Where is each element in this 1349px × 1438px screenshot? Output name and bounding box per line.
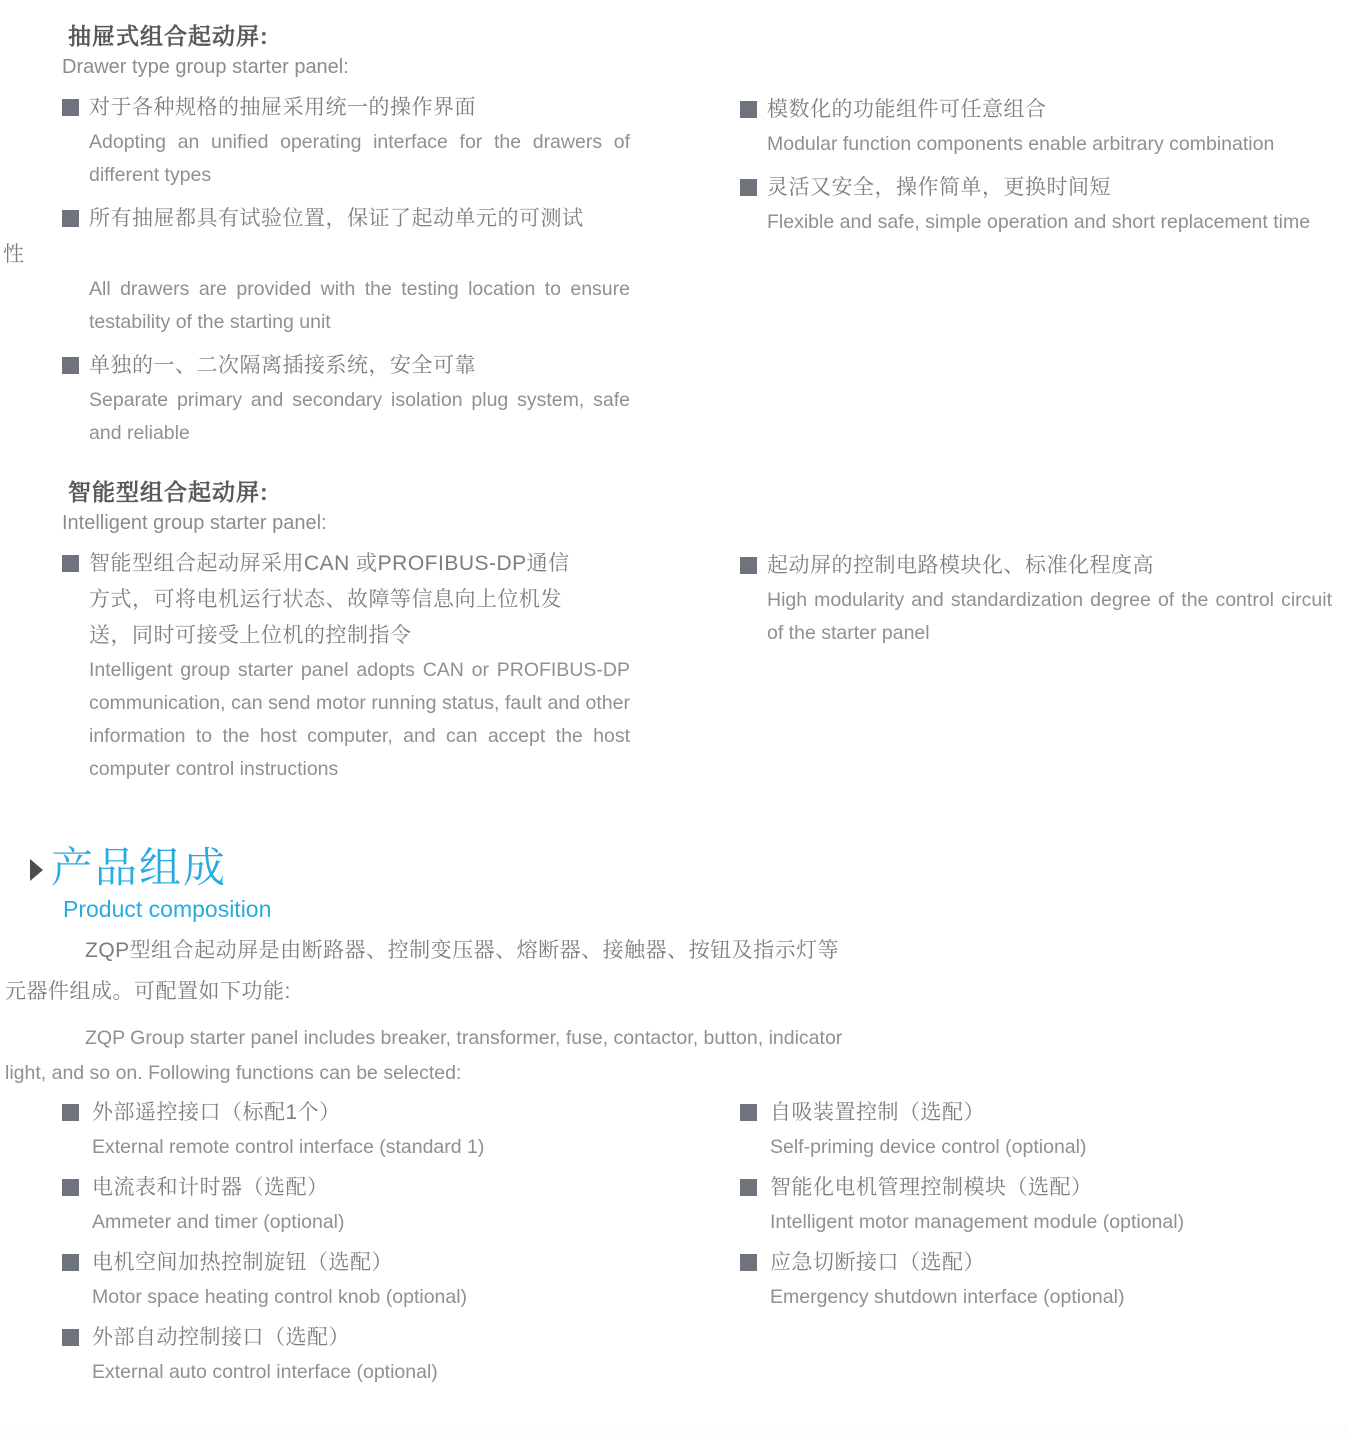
option-text-zh: 电机空间加热控制旋钮（选配） bbox=[92, 1251, 393, 1274]
square-bullet-icon bbox=[740, 1254, 757, 1271]
feature-item bbox=[740, 548, 1332, 650]
square-bullet-icon bbox=[62, 1329, 79, 1346]
feature-text-zh: 对于各种规格的抽屉采用统一的操作界面 bbox=[89, 96, 476, 119]
intelligent-right-bullet-list bbox=[740, 548, 1332, 650]
intro-zh-line: 元器件组成。可配置如下功能: bbox=[5, 980, 291, 1003]
option-text-en: Self-priming device control (optional) bbox=[770, 1136, 1087, 1158]
feature-item bbox=[740, 170, 1332, 239]
option-text-zh: 外部自动控制接口（选配） bbox=[92, 1326, 350, 1349]
intelligent-section-title-en: Intelligent group starter panel: bbox=[62, 512, 327, 534]
square-bullet-icon bbox=[740, 1179, 757, 1196]
product-composition-title-row bbox=[30, 842, 271, 894]
square-bullet-icon bbox=[740, 557, 757, 574]
feature-text-en: Intelligent group starter panel adopts CAN or PROFIBUS-DP communication, can send motor running status, fault and other information to the host computer, and can accept the host computer control instructions bbox=[89, 659, 630, 780]
feature-text-en: All drawers are provided with the testing location to ensure testability of the starting unit bbox=[89, 278, 630, 333]
product-composition-title-zh: 产品组成 bbox=[51, 844, 228, 891]
option-text-zh: 自吸装置控制（选配） bbox=[770, 1101, 985, 1124]
feature-text-en: Adopting an unified operating interface for the drawers of different types bbox=[89, 131, 630, 186]
feature-text-zh: 起动屏的控制电路模块化、标准化程度高 bbox=[767, 554, 1154, 577]
square-bullet-icon bbox=[62, 357, 79, 374]
product-composition-header bbox=[30, 842, 271, 924]
option-text-en: Intelligent motor management module (optional) bbox=[770, 1211, 1185, 1233]
square-bullet-icon bbox=[740, 101, 757, 118]
feature-text-zh: 智能型组合起动屏采用CAN 或PROFIBUS-DP通信 bbox=[89, 552, 570, 575]
square-bullet-icon bbox=[62, 210, 79, 227]
options-left-column bbox=[62, 1095, 662, 1389]
intro-en-line: light, and so on. Following functions can be selected: bbox=[5, 1062, 462, 1084]
drawer-left-bullet-list bbox=[3, 90, 630, 450]
options-right-column bbox=[740, 1095, 1340, 1314]
intro-en-line: ZQP Group starter panel includes breaker, transformer, fuse, contactor, button, indicator bbox=[85, 1027, 843, 1049]
drawer-right-bullet-list bbox=[740, 92, 1332, 239]
intelligent-section-left-column bbox=[62, 476, 630, 786]
feature-text-en: Separate primary and secondary isolation plug system, safe and reliable bbox=[89, 389, 630, 444]
intro-zh-line: ZQP型组合起动屏是由断路器、控制变压器、熔断器、接触器、按钮及指示灯等 bbox=[85, 939, 840, 962]
square-bullet-icon bbox=[62, 99, 79, 116]
drawer-section-right-column bbox=[740, 92, 1332, 239]
feature-item bbox=[62, 90, 630, 192]
composition-intro-en bbox=[5, 1021, 965, 1091]
feature-item bbox=[740, 92, 1332, 161]
feature-text-en: Modular function components enable arbitrary combination bbox=[767, 133, 1275, 155]
composition-intro-zh bbox=[5, 930, 965, 1012]
feature-text-zh: 灵活又安全，操作简单，更换时间短 bbox=[767, 176, 1111, 199]
option-item bbox=[62, 1320, 662, 1389]
feature-text-zh: 方式，可将电机运行状态、故障等信息向上位机发 bbox=[89, 588, 562, 611]
feature-text-en: High modularity and standardization degree of the control circuit of the starter panel bbox=[767, 589, 1332, 644]
feature-text-en: Flexible and safe, simple operation and short replacement time bbox=[767, 211, 1311, 233]
feature-text-zh-overflow: 性 bbox=[3, 243, 25, 266]
option-item bbox=[62, 1170, 662, 1239]
drawer-section-left-column bbox=[3, 20, 630, 450]
feature-item bbox=[3, 201, 630, 339]
footer-strip bbox=[0, 1424, 1349, 1438]
drawer-section-title-en: Drawer type group starter panel: bbox=[62, 56, 349, 78]
intelligent-section-title-zh: 智能型组合起动屏: bbox=[68, 479, 269, 505]
option-text-en: Motor space heating control knob (optional) bbox=[92, 1286, 468, 1308]
option-item bbox=[62, 1245, 662, 1314]
feature-item bbox=[62, 348, 630, 450]
square-bullet-icon bbox=[740, 1104, 757, 1121]
option-text-en: Emergency shutdown interface (optional) bbox=[770, 1286, 1125, 1308]
square-bullet-icon bbox=[62, 555, 79, 572]
square-bullet-icon bbox=[62, 1104, 79, 1121]
option-text-zh: 智能化电机管理控制模块（选配） bbox=[770, 1176, 1093, 1199]
option-item bbox=[740, 1245, 1340, 1314]
option-item bbox=[740, 1170, 1340, 1239]
feature-text-zh: 单独的一、二次隔离插接系统，安全可靠 bbox=[89, 354, 476, 377]
option-text-zh: 应急切断接口（选配） bbox=[770, 1251, 985, 1274]
option-text-en: Ammeter and timer (optional) bbox=[92, 1211, 345, 1233]
option-text-zh: 外部遥控接口（标配1个） bbox=[92, 1101, 341, 1124]
option-item bbox=[62, 1095, 662, 1164]
feature-text-zh: 所有抽屉都具有试验位置，保证了起动单元的可测试 bbox=[89, 207, 584, 230]
option-item bbox=[740, 1095, 1340, 1164]
feature-text-zh: 模数化的功能组件可任意组合 bbox=[767, 98, 1047, 121]
square-bullet-icon bbox=[62, 1254, 79, 1271]
feature-text-zh: 送，同时可接受上位机的控制指令 bbox=[89, 624, 412, 647]
square-bullet-icon bbox=[62, 1179, 79, 1196]
feature-item bbox=[62, 546, 630, 786]
product-composition-title-en: Product composition bbox=[63, 896, 272, 922]
option-text-en: External auto control interface (optional) bbox=[92, 1361, 438, 1383]
right-triangle-icon bbox=[30, 859, 43, 881]
intelligent-section-right-column bbox=[740, 548, 1332, 650]
intelligent-left-bullet-list bbox=[62, 546, 630, 786]
option-text-zh: 电流表和计时器（选配） bbox=[92, 1176, 329, 1199]
option-text-en: External remote control interface (standard 1) bbox=[92, 1136, 485, 1158]
drawer-section-title-zh: 抽屉式组合起动屏: bbox=[68, 23, 269, 49]
composition-intro bbox=[5, 930, 965, 1091]
square-bullet-icon bbox=[740, 179, 757, 196]
